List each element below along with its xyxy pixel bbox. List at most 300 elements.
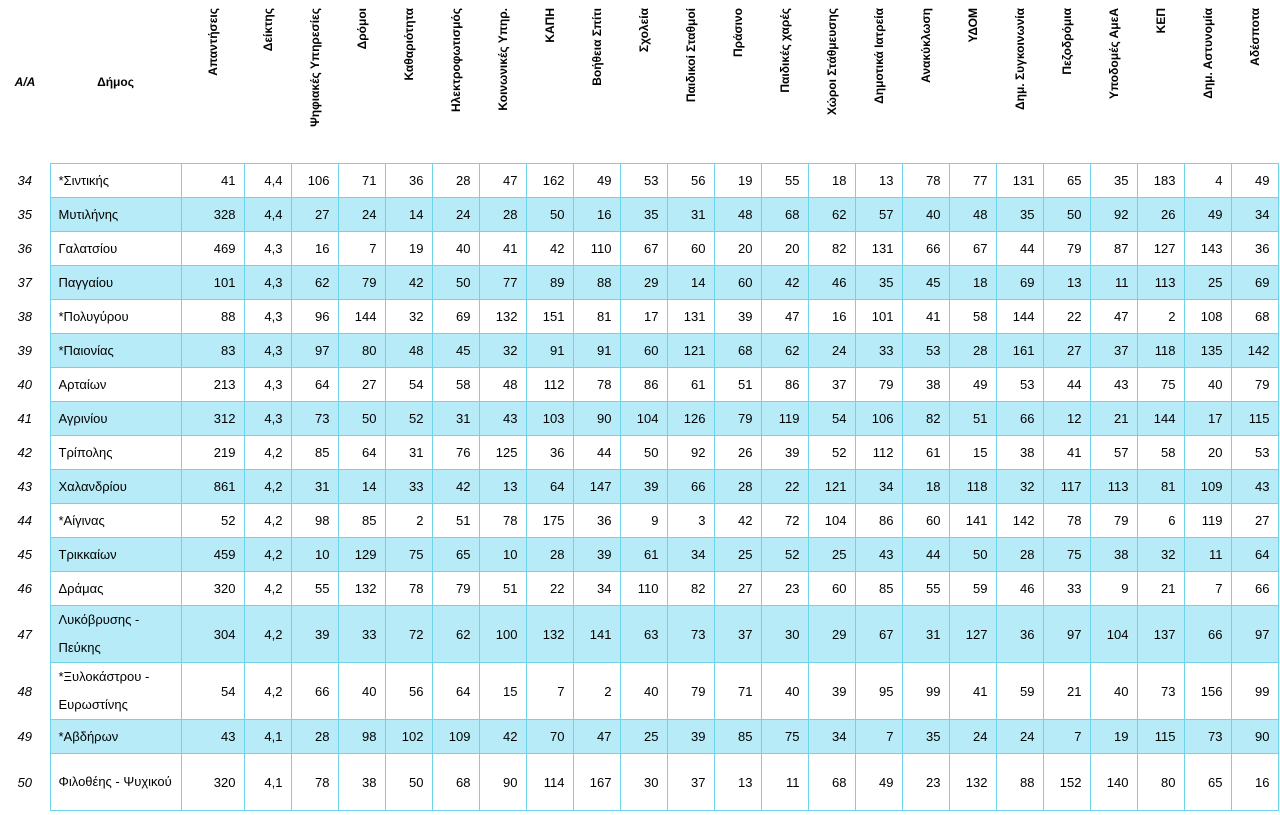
- header-metric: [526, 0, 573, 164]
- rank-cell: 46: [17, 581, 32, 596]
- value-cell: 99: [902, 663, 949, 720]
- table-row: [0, 300, 1278, 334]
- value-cell: 69: [1231, 266, 1278, 300]
- header-metric: [1043, 0, 1090, 164]
- value-cell: 46: [996, 572, 1043, 606]
- value-cell: 21: [1090, 402, 1137, 436]
- value-cell: 38: [338, 754, 385, 811]
- value-cell: 11: [1184, 538, 1231, 572]
- value-cell: 20: [1184, 436, 1231, 470]
- value-cell: 16: [1231, 754, 1278, 811]
- value-cell: 78: [385, 572, 432, 606]
- value-cell: 57: [1090, 436, 1137, 470]
- municipality-cell: Γαλατσίου: [50, 232, 181, 266]
- value-cell: 49: [949, 368, 996, 402]
- value-cell: 104: [620, 402, 667, 436]
- value-cell: 39: [291, 606, 338, 663]
- value-cell: 78: [902, 164, 949, 198]
- value-cell: 4,2: [244, 606, 291, 663]
- value-cell: 32: [479, 334, 526, 368]
- value-cell: 90: [479, 754, 526, 811]
- header-metric: [1231, 0, 1278, 164]
- value-cell: 36: [1231, 232, 1278, 266]
- value-cell: 18: [808, 164, 855, 198]
- value-cell: 50: [526, 198, 573, 232]
- value-cell: 27: [291, 198, 338, 232]
- municipality-cell: Αρταίων: [50, 368, 181, 402]
- header-metric-label: Απαντήσεις: [205, 8, 220, 76]
- value-cell: 40: [1090, 663, 1137, 720]
- value-cell: 55: [761, 164, 808, 198]
- value-cell: 35: [620, 198, 667, 232]
- value-cell: 22: [526, 572, 573, 606]
- rank-cell: 38: [17, 309, 32, 324]
- value-cell: 82: [902, 402, 949, 436]
- value-cell: 44: [902, 538, 949, 572]
- header-metric: [479, 0, 526, 164]
- value-cell: 35: [1090, 164, 1137, 198]
- value-cell: 50: [432, 266, 479, 300]
- value-cell: 68: [808, 754, 855, 811]
- value-cell: 132: [949, 754, 996, 811]
- municipality-cell: *Σιντικής: [50, 164, 181, 198]
- value-cell: 39: [761, 436, 808, 470]
- header-metric: [573, 0, 620, 164]
- value-cell: 38: [902, 368, 949, 402]
- value-cell: 328: [181, 198, 244, 232]
- value-cell: 64: [1231, 538, 1278, 572]
- value-cell: 47: [1090, 300, 1137, 334]
- value-cell: 320: [181, 754, 244, 811]
- value-cell: 42: [714, 504, 761, 538]
- value-cell: 79: [1231, 368, 1278, 402]
- header-metric: [949, 0, 996, 164]
- value-cell: 24: [808, 334, 855, 368]
- value-cell: 78: [573, 368, 620, 402]
- header-metric: [1090, 0, 1137, 164]
- value-cell: 53: [996, 368, 1043, 402]
- value-cell: 36: [573, 504, 620, 538]
- value-cell: 7: [855, 720, 902, 754]
- header-metric-label: Καθαριότητα: [401, 8, 416, 81]
- value-cell: 101: [855, 300, 902, 334]
- value-cell: 31: [432, 402, 479, 436]
- value-cell: 4,2: [244, 436, 291, 470]
- value-cell: 43: [1090, 368, 1137, 402]
- value-cell: 42: [526, 232, 573, 266]
- value-cell: 20: [761, 232, 808, 266]
- value-cell: 27: [714, 572, 761, 606]
- value-cell: 4,4: [244, 164, 291, 198]
- value-cell: 25: [620, 720, 667, 754]
- value-cell: 66: [902, 232, 949, 266]
- value-cell: 4,3: [244, 266, 291, 300]
- value-cell: 7: [338, 232, 385, 266]
- municipality-cell: Φιλοθέης - Ψυχικού: [50, 754, 181, 811]
- value-cell: 79: [1090, 504, 1137, 538]
- value-cell: 113: [1137, 266, 1184, 300]
- value-cell: 7: [1043, 720, 1090, 754]
- rank-cell: 41: [17, 411, 32, 426]
- header-metric: [667, 0, 714, 164]
- value-cell: 52: [808, 436, 855, 470]
- value-cell: 19: [1090, 720, 1137, 754]
- value-cell: 34: [573, 572, 620, 606]
- value-cell: 21: [1043, 663, 1090, 720]
- header-metric: [761, 0, 808, 164]
- value-cell: 32: [1137, 538, 1184, 572]
- value-cell: 131: [855, 232, 902, 266]
- value-cell: 28: [291, 720, 338, 754]
- header-metric: [902, 0, 949, 164]
- value-cell: 29: [808, 606, 855, 663]
- value-cell: 15: [949, 436, 996, 470]
- value-cell: 30: [761, 606, 808, 663]
- value-cell: 4,3: [244, 334, 291, 368]
- value-cell: 161: [996, 334, 1043, 368]
- value-cell: 40: [761, 663, 808, 720]
- value-cell: 50: [620, 436, 667, 470]
- value-cell: 54: [181, 663, 244, 720]
- value-cell: 131: [667, 300, 714, 334]
- value-cell: 4,2: [244, 470, 291, 504]
- value-cell: 66: [996, 402, 1043, 436]
- table-row: [0, 266, 1278, 300]
- value-cell: 34: [855, 470, 902, 504]
- value-cell: 27: [1043, 334, 1090, 368]
- value-cell: 58: [949, 300, 996, 334]
- value-cell: 44: [573, 436, 620, 470]
- value-cell: 41: [1043, 436, 1090, 470]
- value-cell: 50: [385, 754, 432, 811]
- municipality-cell: Μυτιλήνης: [50, 198, 181, 232]
- value-cell: 13: [714, 754, 761, 811]
- value-cell: 95: [855, 663, 902, 720]
- value-cell: 68: [432, 754, 479, 811]
- value-cell: 142: [996, 504, 1043, 538]
- value-cell: 79: [714, 402, 761, 436]
- value-cell: 24: [338, 198, 385, 232]
- value-cell: 61: [902, 436, 949, 470]
- value-cell: 141: [573, 606, 620, 663]
- header-metric-label: Υποδομές ΑμεΑ: [1106, 8, 1121, 100]
- value-cell: 28: [432, 164, 479, 198]
- value-cell: 41: [181, 164, 244, 198]
- value-cell: 121: [808, 470, 855, 504]
- value-cell: 62: [808, 198, 855, 232]
- value-cell: 35: [996, 198, 1043, 232]
- value-cell: 175: [526, 504, 573, 538]
- value-cell: 75: [1137, 368, 1184, 402]
- value-cell: 140: [1090, 754, 1137, 811]
- value-cell: 99: [1231, 663, 1278, 720]
- table-row: [0, 164, 1278, 198]
- value-cell: 4,1: [244, 754, 291, 811]
- value-cell: 36: [996, 606, 1043, 663]
- value-cell: 33: [338, 606, 385, 663]
- value-cell: 10: [291, 538, 338, 572]
- value-cell: 9: [620, 504, 667, 538]
- value-cell: 54: [385, 368, 432, 402]
- rank-cell: 48: [17, 683, 32, 699]
- header-metric-label: ΚΑΠΗ: [542, 8, 557, 43]
- value-cell: 73: [1137, 663, 1184, 720]
- value-cell: 100: [479, 606, 526, 663]
- header-metric-label: ΚΕΠ: [1153, 8, 1168, 34]
- value-cell: 13: [855, 164, 902, 198]
- header-metric: [1137, 0, 1184, 164]
- value-cell: 31: [902, 606, 949, 663]
- value-cell: 88: [181, 300, 244, 334]
- value-cell: 4,2: [244, 572, 291, 606]
- value-cell: 30: [620, 754, 667, 811]
- value-cell: 104: [1090, 606, 1137, 663]
- value-cell: 23: [902, 754, 949, 811]
- value-cell: 45: [432, 334, 479, 368]
- value-cell: 60: [620, 334, 667, 368]
- value-cell: 40: [338, 663, 385, 720]
- value-cell: 73: [1184, 720, 1231, 754]
- value-cell: 62: [761, 334, 808, 368]
- value-cell: 152: [1043, 754, 1090, 811]
- value-cell: 88: [573, 266, 620, 300]
- header-metric-label: Δρόμοι: [354, 8, 369, 50]
- value-cell: 61: [620, 538, 667, 572]
- value-cell: 43: [1231, 470, 1278, 504]
- value-cell: 75: [385, 538, 432, 572]
- value-cell: 14: [338, 470, 385, 504]
- value-cell: 87: [1090, 232, 1137, 266]
- header-metric: [385, 0, 432, 164]
- header-metric: [291, 0, 338, 164]
- municipality-cell: Παγγαίου: [50, 266, 181, 300]
- value-cell: 43: [855, 538, 902, 572]
- value-cell: 68: [1231, 300, 1278, 334]
- value-cell: 51: [432, 504, 479, 538]
- table-row: [0, 470, 1278, 504]
- value-cell: 112: [855, 436, 902, 470]
- value-cell: 18: [902, 470, 949, 504]
- municipality-cell: Τρίπολης: [50, 436, 181, 470]
- value-cell: 11: [1090, 266, 1137, 300]
- value-cell: 39: [714, 300, 761, 334]
- value-cell: 28: [479, 198, 526, 232]
- value-cell: 89: [526, 266, 573, 300]
- value-cell: 156: [1184, 663, 1231, 720]
- value-cell: 13: [479, 470, 526, 504]
- value-cell: 28: [996, 538, 1043, 572]
- value-cell: 64: [526, 470, 573, 504]
- value-cell: 79: [855, 368, 902, 402]
- value-cell: 101: [181, 266, 244, 300]
- value-cell: 69: [996, 266, 1043, 300]
- value-cell: 4,2: [244, 538, 291, 572]
- value-cell: 65: [432, 538, 479, 572]
- value-cell: 23: [761, 572, 808, 606]
- value-cell: 90: [1231, 720, 1278, 754]
- table-row: [0, 504, 1278, 538]
- value-cell: 36: [385, 164, 432, 198]
- value-cell: 77: [949, 164, 996, 198]
- value-cell: 90: [573, 402, 620, 436]
- value-cell: 56: [385, 663, 432, 720]
- municipality-cell: *Αίγινας: [50, 504, 181, 538]
- value-cell: 85: [291, 436, 338, 470]
- value-cell: 142: [1231, 334, 1278, 368]
- value-cell: 92: [1090, 198, 1137, 232]
- value-cell: 80: [338, 334, 385, 368]
- header-metric-label: ΥΔΟΜ: [965, 8, 980, 43]
- header-metric-label: Πράσινο: [730, 8, 745, 58]
- value-cell: 40: [902, 198, 949, 232]
- header-metric: [181, 0, 244, 164]
- value-cell: 39: [667, 720, 714, 754]
- header-metric-label: Σχολεία: [636, 8, 651, 53]
- rank-cell: 43: [17, 479, 32, 494]
- value-cell: 50: [949, 538, 996, 572]
- value-cell: 35: [902, 720, 949, 754]
- value-cell: 32: [385, 300, 432, 334]
- value-cell: 66: [1231, 572, 1278, 606]
- value-cell: 59: [996, 663, 1043, 720]
- value-cell: 66: [667, 470, 714, 504]
- value-cell: 54: [808, 402, 855, 436]
- header-metric-label: Δημ. Συγκοινωνία: [1012, 8, 1027, 110]
- value-cell: 37: [667, 754, 714, 811]
- value-cell: 861: [181, 470, 244, 504]
- value-cell: 67: [620, 232, 667, 266]
- value-cell: 32: [996, 470, 1043, 504]
- value-cell: 113: [1090, 470, 1137, 504]
- value-cell: 127: [1137, 232, 1184, 266]
- value-cell: 4: [1184, 164, 1231, 198]
- header-metric-label: Χώροι Στάθμευσης: [824, 8, 839, 116]
- header-metric: [244, 0, 291, 164]
- value-cell: 48: [949, 198, 996, 232]
- value-cell: 144: [996, 300, 1043, 334]
- municipality-cell: *Παιονίας: [50, 334, 181, 368]
- value-cell: 22: [761, 470, 808, 504]
- header-row: [0, 0, 1278, 164]
- value-cell: 4,2: [244, 663, 291, 720]
- table-body: [0, 164, 1278, 811]
- value-cell: 33: [855, 334, 902, 368]
- rank-cell: 45: [17, 547, 32, 562]
- value-cell: 47: [573, 720, 620, 754]
- header-metric-label: Παιδικοί Σταθμοί: [683, 8, 698, 103]
- value-cell: 17: [1184, 402, 1231, 436]
- value-cell: 27: [1231, 504, 1278, 538]
- value-cell: 41: [949, 663, 996, 720]
- value-cell: 29: [620, 266, 667, 300]
- value-cell: 42: [479, 720, 526, 754]
- value-cell: 103: [526, 402, 573, 436]
- value-cell: 36: [526, 436, 573, 470]
- value-cell: 98: [338, 720, 385, 754]
- table-row: [0, 198, 1278, 232]
- value-cell: 64: [291, 368, 338, 402]
- value-cell: 60: [714, 266, 761, 300]
- value-cell: 119: [1184, 504, 1231, 538]
- value-cell: 33: [1043, 572, 1090, 606]
- value-cell: 91: [573, 334, 620, 368]
- value-cell: 72: [761, 504, 808, 538]
- value-cell: 98: [291, 504, 338, 538]
- value-cell: 73: [667, 606, 714, 663]
- value-cell: 34: [1231, 198, 1278, 232]
- value-cell: 167: [573, 754, 620, 811]
- value-cell: 11: [761, 754, 808, 811]
- header-metric-label: Ανακύκλωση: [918, 8, 933, 83]
- value-cell: 213: [181, 368, 244, 402]
- value-cell: 106: [855, 402, 902, 436]
- value-cell: 132: [338, 572, 385, 606]
- value-cell: 137: [1137, 606, 1184, 663]
- value-cell: 25: [1184, 266, 1231, 300]
- value-cell: 62: [291, 266, 338, 300]
- value-cell: 66: [291, 663, 338, 720]
- value-cell: 16: [291, 232, 338, 266]
- value-cell: 42: [432, 470, 479, 504]
- value-cell: 219: [181, 436, 244, 470]
- value-cell: 53: [620, 164, 667, 198]
- value-cell: 73: [291, 402, 338, 436]
- value-cell: 47: [479, 164, 526, 198]
- value-cell: 4,2: [244, 504, 291, 538]
- rank-cell: 44: [17, 513, 32, 528]
- value-cell: 81: [573, 300, 620, 334]
- value-cell: 51: [714, 368, 761, 402]
- header-metric-label: Παιδικές χαρές: [777, 8, 792, 93]
- value-cell: 4,3: [244, 402, 291, 436]
- value-cell: 64: [432, 663, 479, 720]
- value-cell: 6: [1137, 504, 1184, 538]
- value-cell: 85: [714, 720, 761, 754]
- value-cell: 39: [620, 470, 667, 504]
- municipality-cell: Χαλανδρίου: [50, 470, 181, 504]
- value-cell: 104: [808, 504, 855, 538]
- value-cell: 58: [432, 368, 479, 402]
- value-cell: 40: [432, 232, 479, 266]
- municipality-cell: Λυκόβρυσης - Πεύκης: [50, 606, 181, 663]
- value-cell: 41: [479, 232, 526, 266]
- value-cell: 67: [855, 606, 902, 663]
- value-cell: 115: [1137, 720, 1184, 754]
- value-cell: 115: [1231, 402, 1278, 436]
- value-cell: 79: [432, 572, 479, 606]
- value-cell: 45: [902, 266, 949, 300]
- value-cell: 18: [949, 266, 996, 300]
- value-cell: 65: [1043, 164, 1090, 198]
- header-metric-label: Κοινωνικές Υπηρ.: [495, 8, 510, 111]
- value-cell: 14: [667, 266, 714, 300]
- header-metric: [432, 0, 479, 164]
- rank-cell: 47: [17, 626, 32, 642]
- table-row: [0, 538, 1278, 572]
- value-cell: 57: [855, 198, 902, 232]
- value-cell: 7: [526, 663, 573, 720]
- value-cell: 53: [902, 334, 949, 368]
- value-cell: 97: [1231, 606, 1278, 663]
- header-metric-label: Αδέσποτα: [1247, 8, 1262, 66]
- value-cell: 28: [714, 470, 761, 504]
- rank-cell: 37: [17, 275, 32, 290]
- value-cell: 43: [479, 402, 526, 436]
- header-metric-label: Βοήθεια Σπίτι: [589, 8, 604, 86]
- value-cell: 96: [291, 300, 338, 334]
- value-cell: 109: [432, 720, 479, 754]
- value-cell: 78: [1043, 504, 1090, 538]
